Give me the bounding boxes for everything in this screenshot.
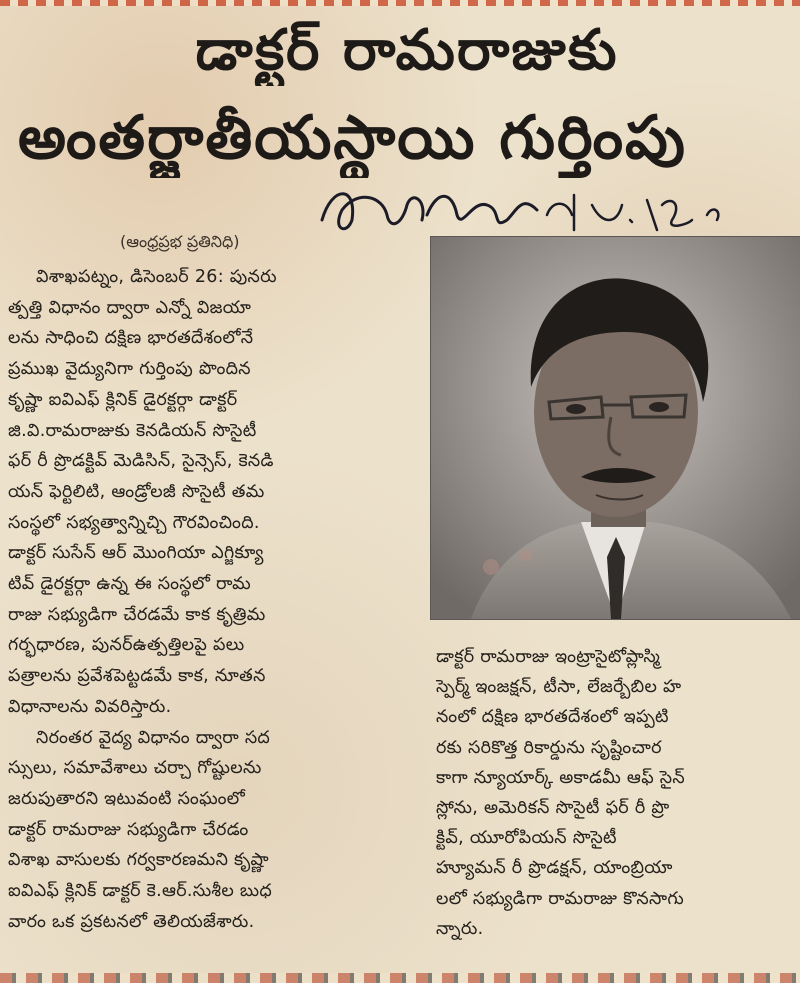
article-line: వారం ఒక ప్రకటనలో తెలియజేశారు. (8, 911, 255, 932)
article-line: డాక్టర్ రామరాజు సభ్యుడిగా చేరడం (8, 819, 249, 840)
article-line: ఐవిఎఫ్ క్లినిక్ డాక్టర్ కె.ఆర్.సుశీల బుధ (8, 881, 273, 902)
article-left-column (8, 262, 420, 980)
article-line: న్నారు. (436, 918, 484, 939)
article-line: విశాఖపట్నం, డిసెంబర్ 26: పునరు (36, 267, 277, 287)
article-line: జి.వి.రామరాజుకు కెనడియన్ సొసైటీ (8, 420, 257, 441)
article-line: కాగా న్యూయార్క్ అకాడమీ ఆఫ్ సైన్ (436, 767, 685, 788)
article-line: ప్రముఖ వైద్యునిగా గుర్తింపు పొందిన (8, 359, 251, 380)
torn-bottom-edge (0, 973, 800, 983)
article-line: నంలో దక్షిణ భారతదేశంలో ఇప్పటి (436, 707, 669, 728)
article-line: సంస్థలో సభ్యత్వాన్నిచ్చి గౌరవించింది. (8, 512, 260, 533)
article-line: లను సాధించి దక్షిణ భారతదేశంలోనే (8, 328, 254, 349)
article-line: నిరంతర వైద్య విధానం ద్వారా సద (36, 727, 271, 748)
article-line: పత్రాలను ప్రవేశపెట్టడమే కాక, నూతన (8, 666, 266, 687)
article-line: గర్భధారణ, పునర్ఉత్పత్తిలపై పలు (8, 635, 245, 656)
article-line: విశాఖ వాసులకు గర్వకారణమని కృష్ణా (8, 850, 269, 871)
byline: (ఆంధ్రప్రభ ప్రతినిధి) (120, 232, 240, 251)
article-line: యన్ ఫెర్టిలిటి, ఆండ్రోలజీ సొసైటీ తమ (8, 481, 265, 502)
article-line: రాజు సభ్యుడిగా చేరడమే కాక కృత్రిమ (8, 604, 266, 625)
article-line: స్సులు, సమావేశాలు చర్చా గోష్టులను (8, 758, 262, 779)
article-line: లలో సభ్యుడిగా రామరాజు కొనసాగు (436, 888, 684, 909)
headline-line-2: అంతర్జాతీయస్థాయి గుర్తింపు (18, 103, 687, 173)
dateline: విశాఖపట్నం, డిసెంబర్ 26: (36, 267, 224, 287)
article-line: హ్యూమన్ రీ ప్రొడక్షన్, యాంబ్రియా (436, 858, 673, 879)
handwritten-signature (312, 175, 742, 245)
article-line: త్పత్తి విధానం ద్వారా ఎన్నో విజయా (8, 297, 252, 318)
article-line: కృష్ణా ఐవిఎఫ్ క్లినిక్ డైరక్టర్గా డాక్టర్ (8, 389, 238, 410)
article-line: స్పెర్మ్ ఇంజక్షన్, టీసా, లేజర్బేబిల హ (436, 677, 682, 698)
article-line: ఫర్ రీ ప్రొడక్టివ్ మెడిసిన్, సైన్సెస్, కెనడి (8, 451, 274, 472)
article-line: రకు సరికొత్త రికార్డును సృష్టించార (436, 737, 662, 758)
article-right-column (436, 642, 800, 978)
portrait-illustration (431, 237, 800, 619)
portrait-photo (430, 236, 800, 620)
article-line: జరుపుతారని ఇటువంటి సంఘంలో (8, 788, 246, 809)
article-line: క్టివ్, యూరోపియన్ సొసైటీ (436, 828, 617, 849)
torn-top-edge (0, 0, 800, 6)
article-line: డాక్టర్ సుసేన్ ఆర్ మొంగియా ఎగ్జిక్యూ (8, 543, 264, 564)
headline-line-1: డాక్టర్ రామరాజుకు (195, 18, 619, 83)
article-line: టివ్ డైరక్టర్గా ఉన్న ఈ సంస్థలో రామ (8, 574, 251, 595)
article-line: స్లోను, అమెరికన్ సొసైటీ ఫర్ రీ ప్రొ (436, 798, 670, 819)
article-line: విధానాలను వివరిస్తారు. (8, 696, 172, 717)
article-line: డాక్టర్ రామరాజు ఇంట్రాసైటోప్లాస్మి (436, 647, 661, 667)
